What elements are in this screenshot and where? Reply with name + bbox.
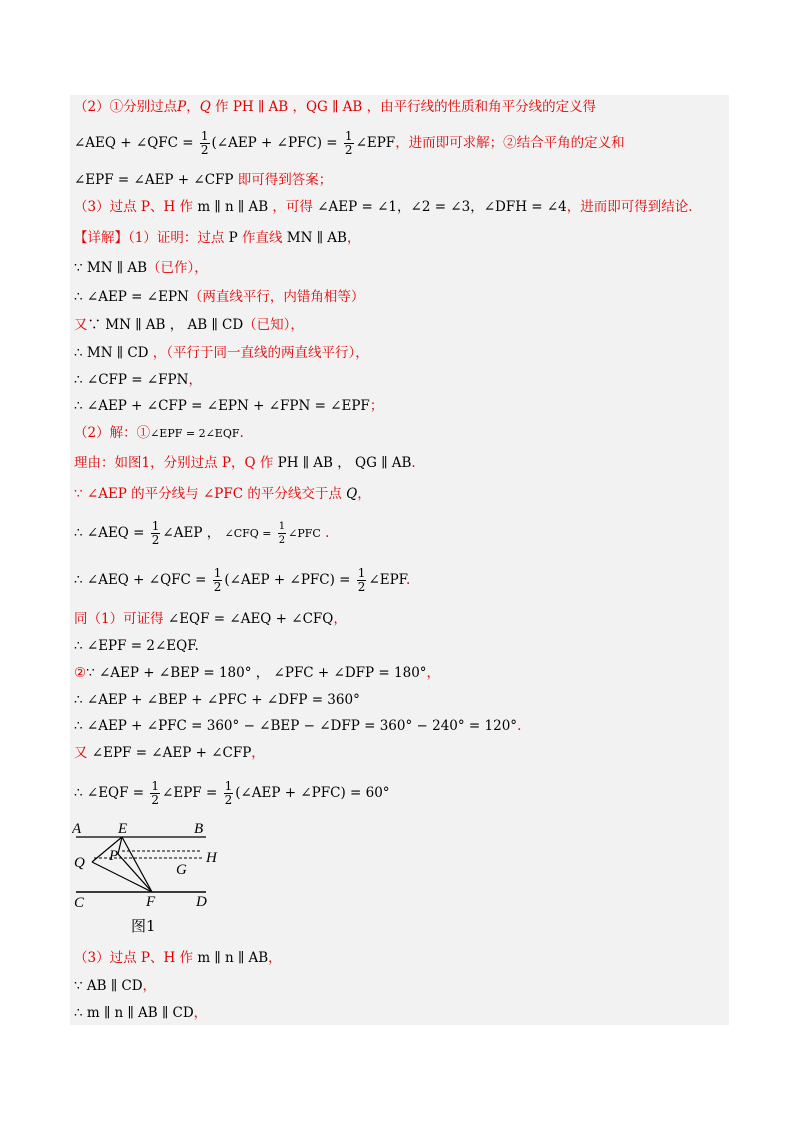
label-g: G <box>176 862 187 878</box>
analysis-line-2b: ∠AEQ + ∠QFC = $\frac{1}{2}$ (∠AEP + ∠PFC) = $\frac{1}{2}$ ∠EPF，进而即可求解；②结合平角的定义和 <box>74 129 625 157</box>
detail-line-6: ∴ ∠CFP = ∠FPN， <box>74 372 202 388</box>
figure-caption: 图1 <box>131 917 156 935</box>
detail-line-17: ∴ ∠AEP + ∠PFC = 360° − ∠BEP − ∠DFP = 360° − 240° = 120°. <box>74 718 522 734</box>
detail-line-3: ∴ ∠AEP = ∠EPN（两直线平行，内错角相等） <box>74 289 365 305</box>
segment-ef <box>122 837 152 892</box>
fraction: $\frac{1}{2}$ <box>213 566 222 594</box>
detail-line-13: 同（1）可证得 ∠EQF = ∠AEQ + ∠CFQ， <box>74 611 347 627</box>
analysis-line-2a: （2）①分别过点P，Q 作 PH ∥ AB ，QG ∥ AB ，由平行线的性质和角平分线的定义得 <box>74 99 597 115</box>
label-c: C <box>74 895 85 911</box>
detail-line-21: ∵ AB ∥ CD， <box>74 978 157 994</box>
detail-line-9: 理由：如图1，分别过点 P，Q 作 PH ∥ AB ， QG ∥ AB. <box>74 455 416 471</box>
label-f: F <box>146 894 156 910</box>
detail-line-20: （3）过点 P、H 作 m ∥ n ∥ AB， <box>74 950 282 966</box>
label-e: E <box>118 821 128 837</box>
detail-line-5: ∴ MN ∥ CD ，（平行于同一直线的两直线平行）， <box>74 345 369 361</box>
detail-line-19: ∴ ∠EQF = $\frac{1}{2}$ ∠EPF = $\frac{1}{2}$ (∠AEP + ∠PFC) = 60° <box>74 779 390 807</box>
detail-line-4: 又∵ MN ∥ AB ， AB ∥ CD（已知）， <box>74 317 304 333</box>
detail-line-7: ∴ ∠AEP + ∠CFP = ∠EPN + ∠FPN = ∠EPF； <box>74 398 384 414</box>
detail-line-14: ∴ ∠EPF = 2∠EQF. <box>74 638 199 654</box>
fraction: $\frac{1}{2}$ <box>357 566 366 594</box>
detail-line-22: ∴ m ∥ n ∥ AB ∥ CD， <box>74 1005 208 1021</box>
detail-line-12: ∴ ∠AEQ + ∠QFC = $\frac{1}{2}$ (∠AEP + ∠PFC) = $\frac{1}{2}$ ∠EPF. <box>74 566 411 594</box>
detail-line-1: 【详解】（1）证明：过点 P 作直线 MN ∥ AB， <box>74 230 361 246</box>
fraction: $\frac{1}{2}$ <box>151 779 160 807</box>
analysis-line-3: （3）过点 P、H 作 m ∥ n ∥ AB ，可得 ∠AEP = ∠1，∠2 = ∠3，∠DFH = ∠4，进而即可得到结论. <box>74 199 693 215</box>
fraction: $\frac{1}{2}$ <box>278 521 286 546</box>
detail-line-10: ∵ ∠AEP 的平分线与 ∠PFC 的平分线交于点 Q， <box>74 486 371 502</box>
detail-line-16: ∴ ∠AEP + ∠BEP + ∠PFC + ∠DFP = 360° <box>74 692 360 708</box>
detail-line-11: ∴ ∠AEQ = $\frac{1}{2}$ ∠AEP ， ∠CFQ = $\frac{1}{2}$ ∠PFC . <box>74 519 330 547</box>
label-h: H <box>206 850 217 866</box>
fraction: $\frac{1}{2}$ <box>224 779 233 807</box>
detail-line-15: ②∵ ∠AEP + ∠BEP = 180° ， ∠PFC + ∠DFP = 180°， <box>74 665 441 681</box>
detail-line-2: ∵ MN ∥ AB（已作）， <box>74 260 208 276</box>
label-p: P <box>109 848 119 864</box>
fraction: $\frac{1}{2}$ <box>344 129 353 157</box>
segment-qf <box>92 862 152 892</box>
label-d: D <box>196 894 207 910</box>
analysis-line-2c: ∠EPF = ∠AEP + ∠CFP 即可得到答案； <box>74 172 333 188</box>
fraction: $\frac{1}{2}$ <box>151 519 160 547</box>
label-q: Q <box>74 855 85 871</box>
label-b: B <box>194 821 204 837</box>
detail-line-8: （2）解：①∠EPF = 2∠EQF. <box>74 425 244 441</box>
fraction: $\frac{1}{2}$ <box>200 129 209 157</box>
label-a: A <box>72 821 82 837</box>
detail-line-18: 又 ∠EPF = ∠AEP + ∠CFP， <box>74 745 265 761</box>
